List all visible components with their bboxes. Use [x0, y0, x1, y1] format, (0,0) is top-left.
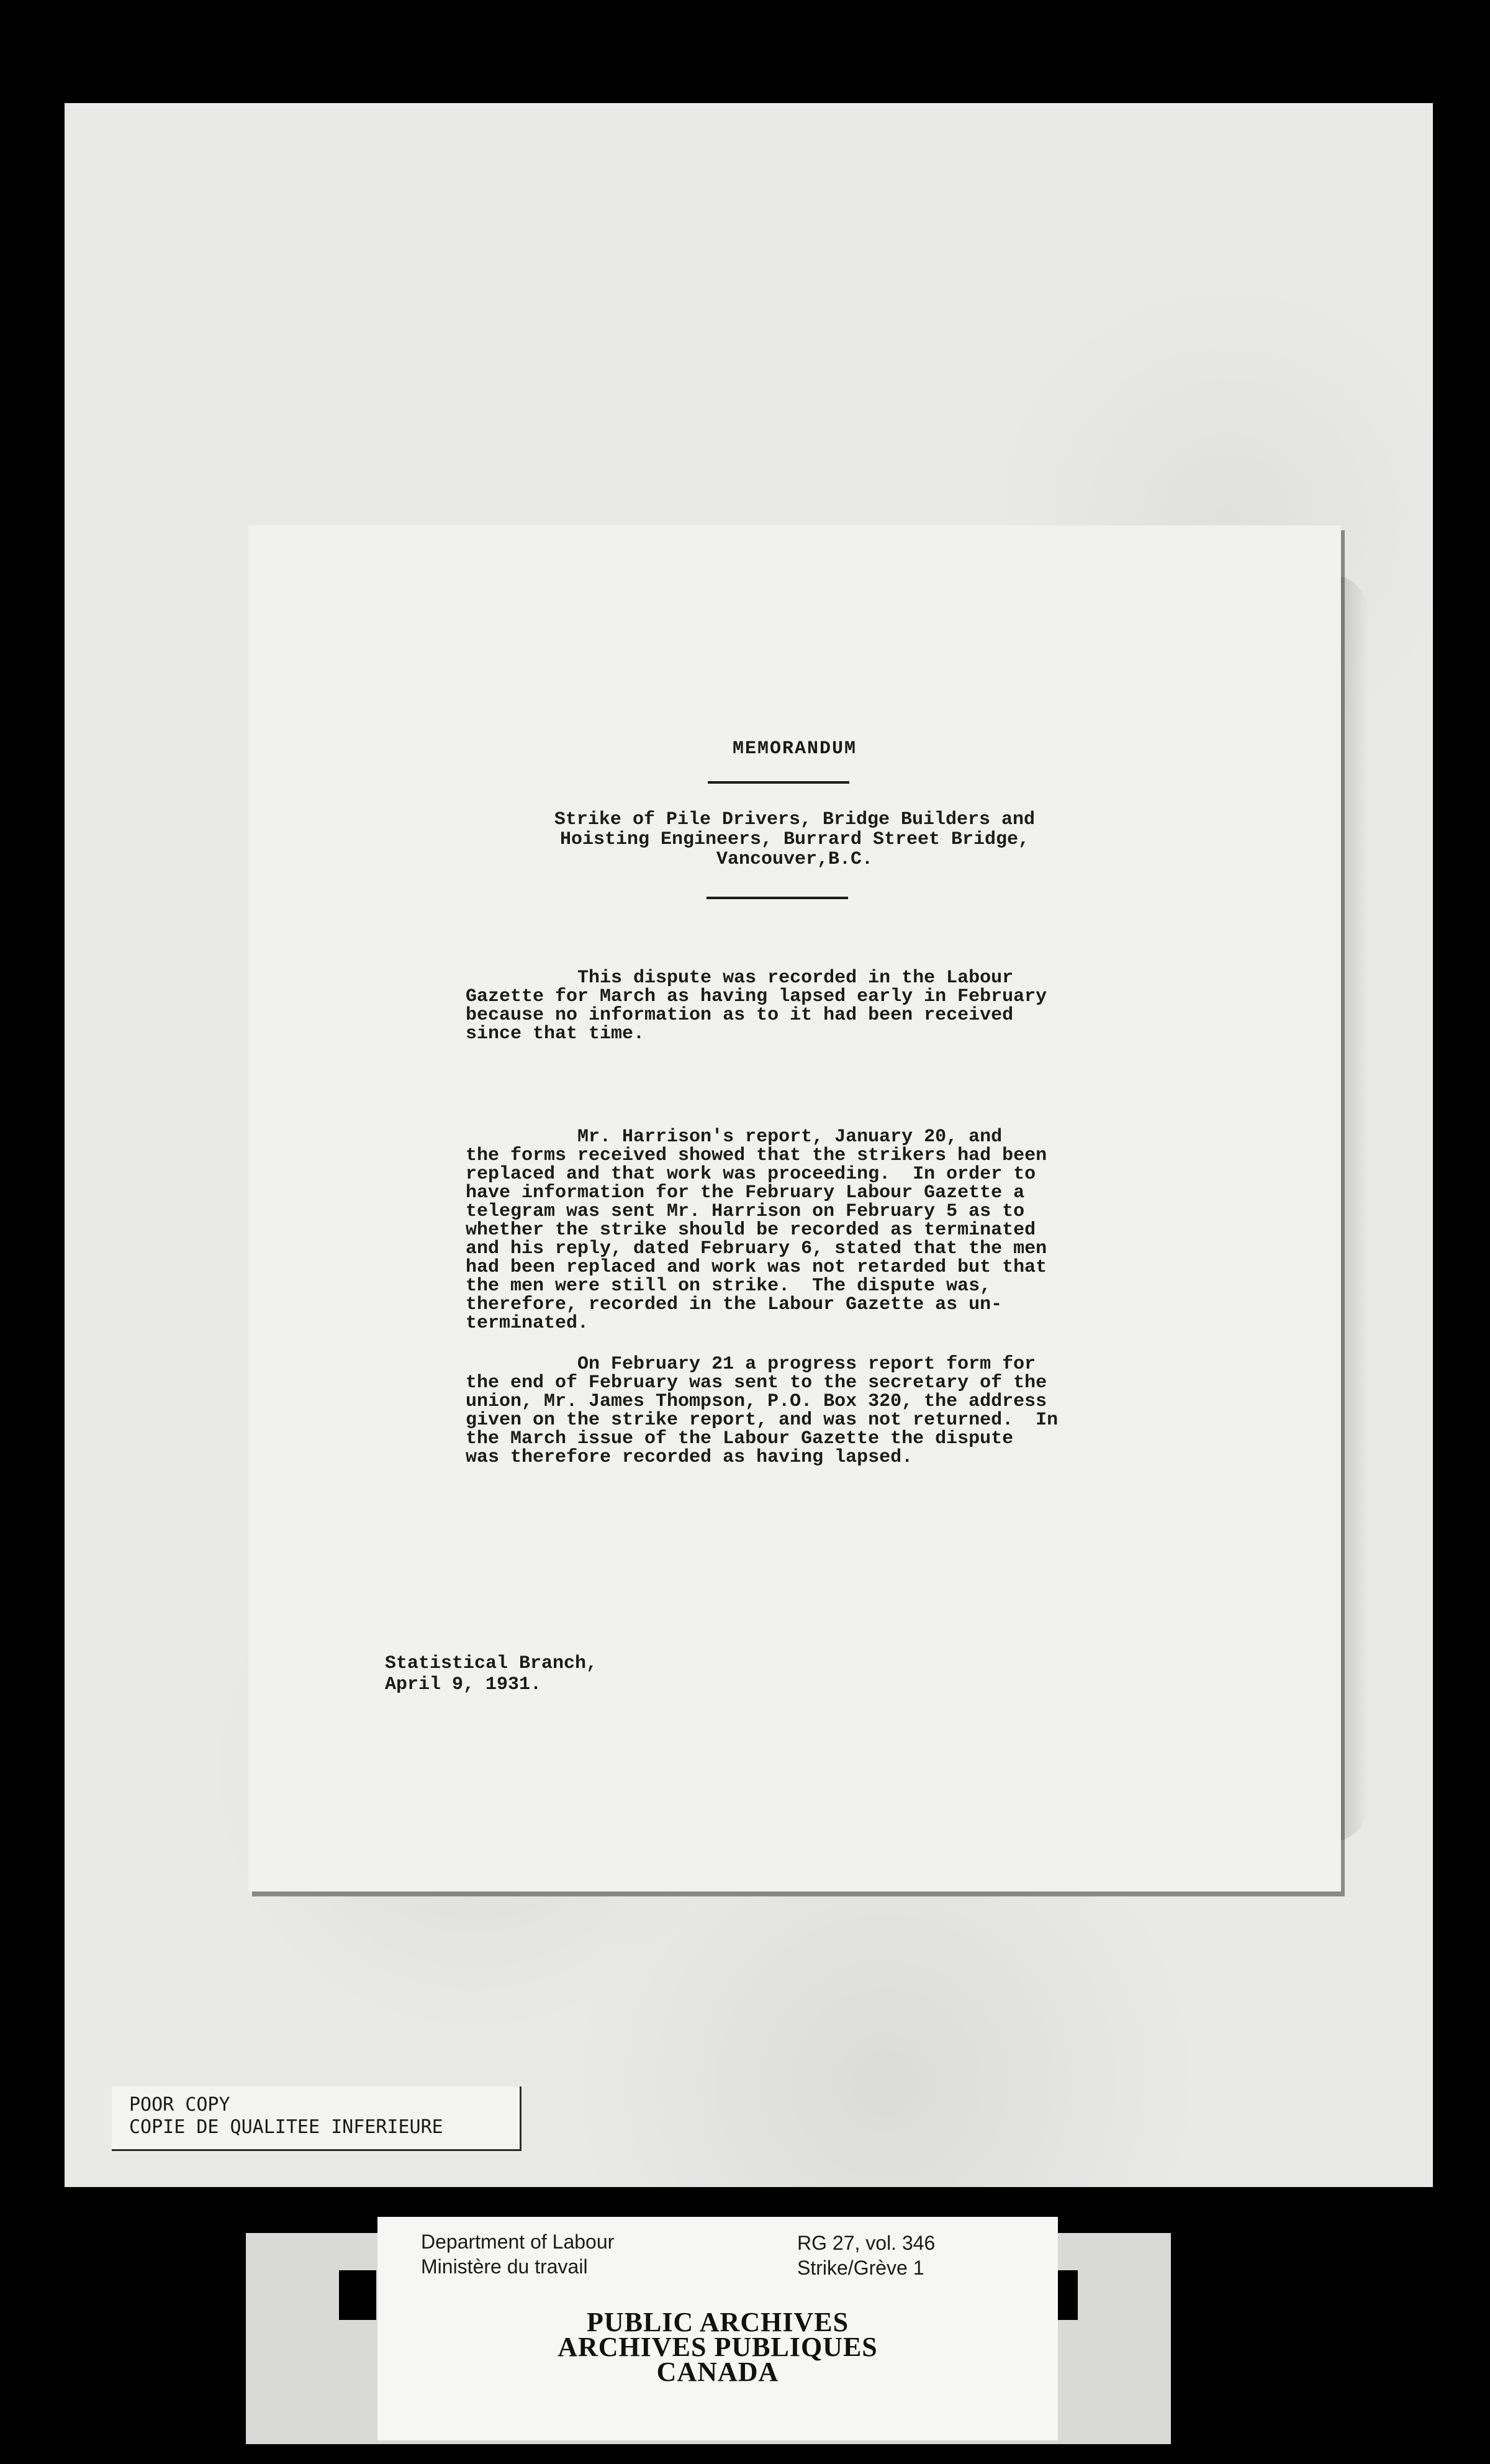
paragraph-line: and his reply, dated February 6, stated that the men [466, 1238, 1047, 1259]
strike-file-reference: Strike/Grève 1 [797, 2257, 924, 2279]
memo-paragraph-2 [466, 1128, 1229, 1333]
memo-sign-off [385, 1653, 597, 1695]
subject-line: Strike of Pile Drivers, Bridge Builders and [554, 809, 1036, 830]
paragraph-line: Gazette for March as having lapsed early in February [466, 986, 1047, 1007]
paragraph-line: the forms received showed that the strikers had been [466, 1145, 1047, 1166]
paragraph-line: the men were still on strike. The dispute was, [466, 1275, 991, 1297]
subject-line: Hoisting Engineers, Burrard Street Bridge, [559, 829, 1030, 850]
memo-paragraph-1 [466, 969, 1229, 1043]
paragraph-line: since that time. [466, 1023, 645, 1044]
paragraph-line: Mr. Harrison's report, January 20, and [466, 1126, 1003, 1148]
subject-line: Vancouver,B.C. [716, 849, 874, 870]
archive-name-english: PUBLIC ARCHIVES [586, 2307, 849, 2337]
paragraph-line: the March issue of the Labour Gazette the dispute [466, 1428, 1014, 1449]
memo-paragraph-3 [466, 1355, 1229, 1467]
paragraph-line: was therefore recorded as having lapsed. [466, 1447, 913, 1468]
paragraph-line: because no information as to it had been received [466, 1005, 1014, 1026]
archive-name-french: ARCHIVES PUBLIQUES [558, 2332, 878, 2362]
archive-label [377, 2217, 1058, 2440]
memo-title: MEMORANDUM [732, 738, 857, 759]
paragraph-line: have information for the February Labour Gazette a [466, 1182, 1025, 1203]
paragraph-line: the end of February was sent to the secretary of the [466, 1372, 1047, 1393]
stamp-line-english: POOR COPY [129, 2094, 230, 2116]
record-group-reference: RG 27, vol. 346 [797, 2232, 936, 2254]
paragraph-line: whether the strike should be recorded as terminated [466, 1220, 1036, 1241]
paragraph-line: This dispute was recorded in the Labour [466, 967, 1014, 989]
title-underline [708, 781, 849, 784]
poor-copy-stamp [112, 2086, 522, 2151]
archive-name-country: CANADA [656, 2357, 779, 2387]
paragraph-line: union, Mr. James Thompson, P.O. Box 320, the address [466, 1391, 1047, 1412]
sign-off-date: April 9, 1931. [385, 1674, 542, 1695]
department-english: Department of Labour [421, 2231, 615, 2253]
memo-subject [435, 810, 1155, 869]
sign-off-department: Statistical Branch, [385, 1653, 598, 1674]
department-french: Ministère du travail [421, 2255, 588, 2278]
paragraph-line: On February 21 a progress report form for [466, 1354, 1036, 1375]
paragraph-line: therefore, recorded in the Labour Gazette as un- [466, 1294, 1003, 1315]
archive-name [377, 2307, 1058, 2387]
department-block [421, 2229, 614, 2279]
paragraph-line: had been replaced and work was not retarded but that [466, 1257, 1047, 1278]
paragraph-line: telegram was sent Mr. Harrison on February 5 as to [466, 1201, 1025, 1222]
stamp-line-french: COPIE DE QUALITEE INFERIEURE [129, 2116, 443, 2138]
memorandum-page [248, 525, 1341, 1891]
paragraph-line: given on the strike report, and was not returned. In [466, 1410, 1059, 1431]
paragraph-line: replaced and that work was proceeding. In order to [466, 1164, 1036, 1185]
reference-block [797, 2231, 935, 2280]
paragraph-line: terminated. [466, 1313, 589, 1334]
archive-backing-sheet [65, 103, 1433, 2187]
frame-notch-left [339, 2270, 376, 2320]
subject-underline [707, 897, 848, 899]
